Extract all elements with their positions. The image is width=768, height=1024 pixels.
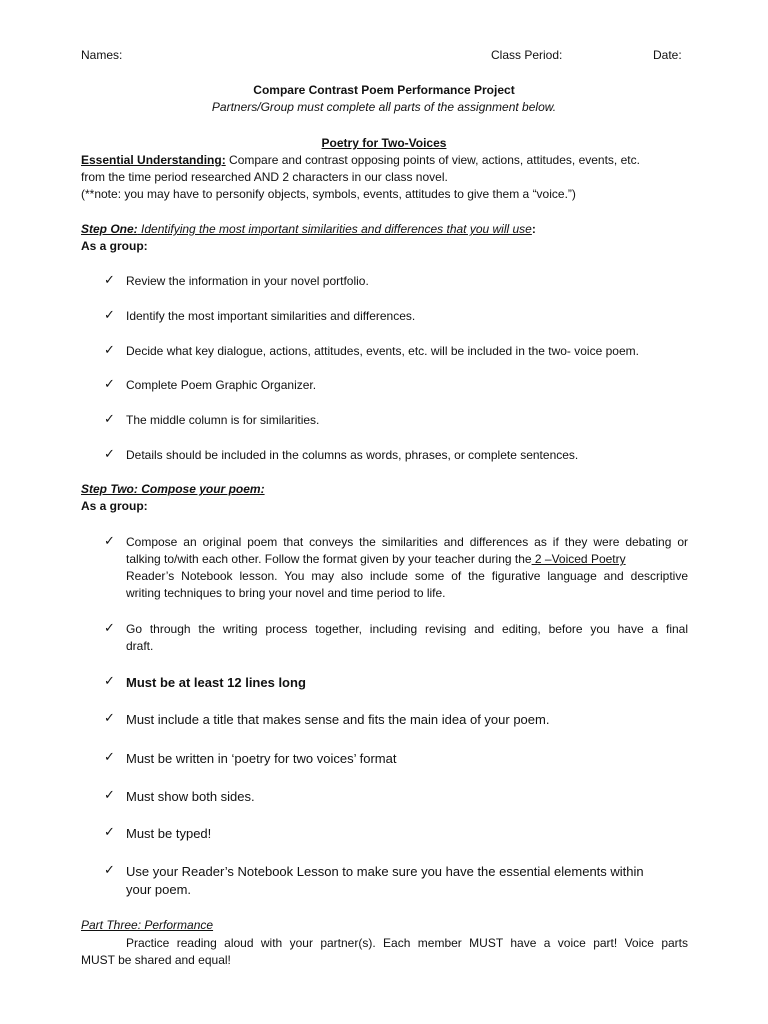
step-two-as-group: As a group: [81, 499, 148, 513]
essential-understanding-line2: from the time period researched AND 2 characters in our class novel. [81, 170, 448, 184]
step-two-item-writing-process [126, 621, 688, 655]
notebook-line2: your poem. [126, 882, 192, 897]
checkmark-icon: ✓ [104, 272, 115, 287]
step-one-label: Step One: [81, 222, 138, 236]
requirement-typed: Must be typed! [126, 826, 212, 841]
compose-line2 [126, 551, 688, 568]
step-one-item: Decide what key dialogue, actions, attitudes, events, etc. will be included in the two- voice poem. [126, 344, 639, 358]
page-subtitle: Partners/Group must complete all parts of the assignment below. [211, 100, 557, 114]
part-three-line1: Practice reading aloud with your partner(s). Each member MUST have a voice part! Voice parts [126, 936, 688, 950]
names-label: Names: [81, 48, 123, 62]
checkmark-icon: ✓ [104, 787, 115, 802]
checkmark-icon: ✓ [104, 749, 115, 764]
part-three-text [81, 935, 688, 969]
compose-line4: writing techniques to bring your novel and time period to life. [126, 586, 446, 600]
step-one-heading [81, 222, 536, 236]
checkmark-icon: ✓ [104, 342, 115, 357]
voiced-poetry-reference: 2 –Voiced Poetry [531, 552, 626, 566]
date-label: Date: [653, 48, 682, 62]
step-one-item: Review the information in your novel portfolio. [126, 274, 369, 288]
step-two-item-compose [126, 534, 688, 602]
page-title: Compare Contrast Poem Performance Project [253, 83, 515, 97]
checkmark-icon: ✓ [104, 307, 115, 322]
checkmark-icon: ✓ [104, 620, 115, 635]
compose-line3: Reader’s Notebook lesson. You may also include some of the figurative language and descriptive [126, 569, 688, 583]
essential-understanding-note: (**note: you may have to personify objects, symbols, events, attitudes to give them a “voice.”) [81, 187, 576, 201]
checkmark-icon: ✓ [104, 411, 115, 426]
checkmark-icon: ✓ [104, 673, 115, 688]
requirement-title: Must include a title that makes sense and fits the main idea of your poem. [126, 712, 550, 727]
part-three-heading: Part Three: Performance [81, 918, 214, 932]
compose-line1: Compose an original poem that conveys the similarities and differences as if they were debating or [126, 535, 688, 549]
essential-understanding-text: Compare and contrast opposing points of view, actions, attitudes, events, etc. [225, 153, 640, 167]
requirement-line-count: Must be at least 12 lines long [126, 675, 306, 690]
step-one-item: Identify the most important similarities and differences. [126, 309, 416, 323]
checkmark-icon: ✓ [104, 710, 115, 725]
requirement-both-sides: Must show both sides. [126, 789, 255, 804]
step-one-as-group: As a group: [81, 239, 148, 253]
writing-process-line2: draft. [126, 639, 154, 653]
part-three-line2: MUST be shared and equal! [81, 953, 231, 967]
checkmark-icon: ✓ [104, 824, 115, 839]
checkmark-icon: ✓ [104, 533, 115, 548]
step-one-colon: : [531, 222, 536, 236]
section-heading: Poetry for Two-Voices [321, 136, 447, 150]
step-one-item: Details should be included in the columns as words, phrases, or complete sentences. [126, 448, 579, 462]
essential-understanding-line1 [81, 153, 640, 167]
notebook-line1: Use your Reader’s Notebook Lesson to make sure you have the essential elements within [126, 864, 644, 879]
requirement-notebook [126, 863, 688, 899]
step-one-item: Complete Poem Graphic Organizer. [126, 378, 317, 392]
writing-process-line1: Go through the writing process together, including revising and editing, before you have a final [126, 622, 688, 636]
requirement-format: Must be written in ‘poetry for two voices’ format [126, 751, 397, 766]
checkmark-icon: ✓ [104, 376, 115, 391]
checkmark-icon: ✓ [104, 862, 115, 877]
step-one-item: The middle column is for similarities. [126, 413, 320, 427]
checkmark-icon: ✓ [104, 446, 115, 461]
step-one-text: Identifying the most important similarities and differences that you will use [137, 222, 532, 236]
step-two-heading: Step Two: Compose your poem: [81, 482, 265, 496]
class-period-label: Class Period: [491, 48, 563, 62]
compose-line2-text: talking to/with each other. Follow the format given by your teacher during the [126, 552, 532, 566]
essential-understanding-label: Essential Understanding: [81, 153, 226, 167]
